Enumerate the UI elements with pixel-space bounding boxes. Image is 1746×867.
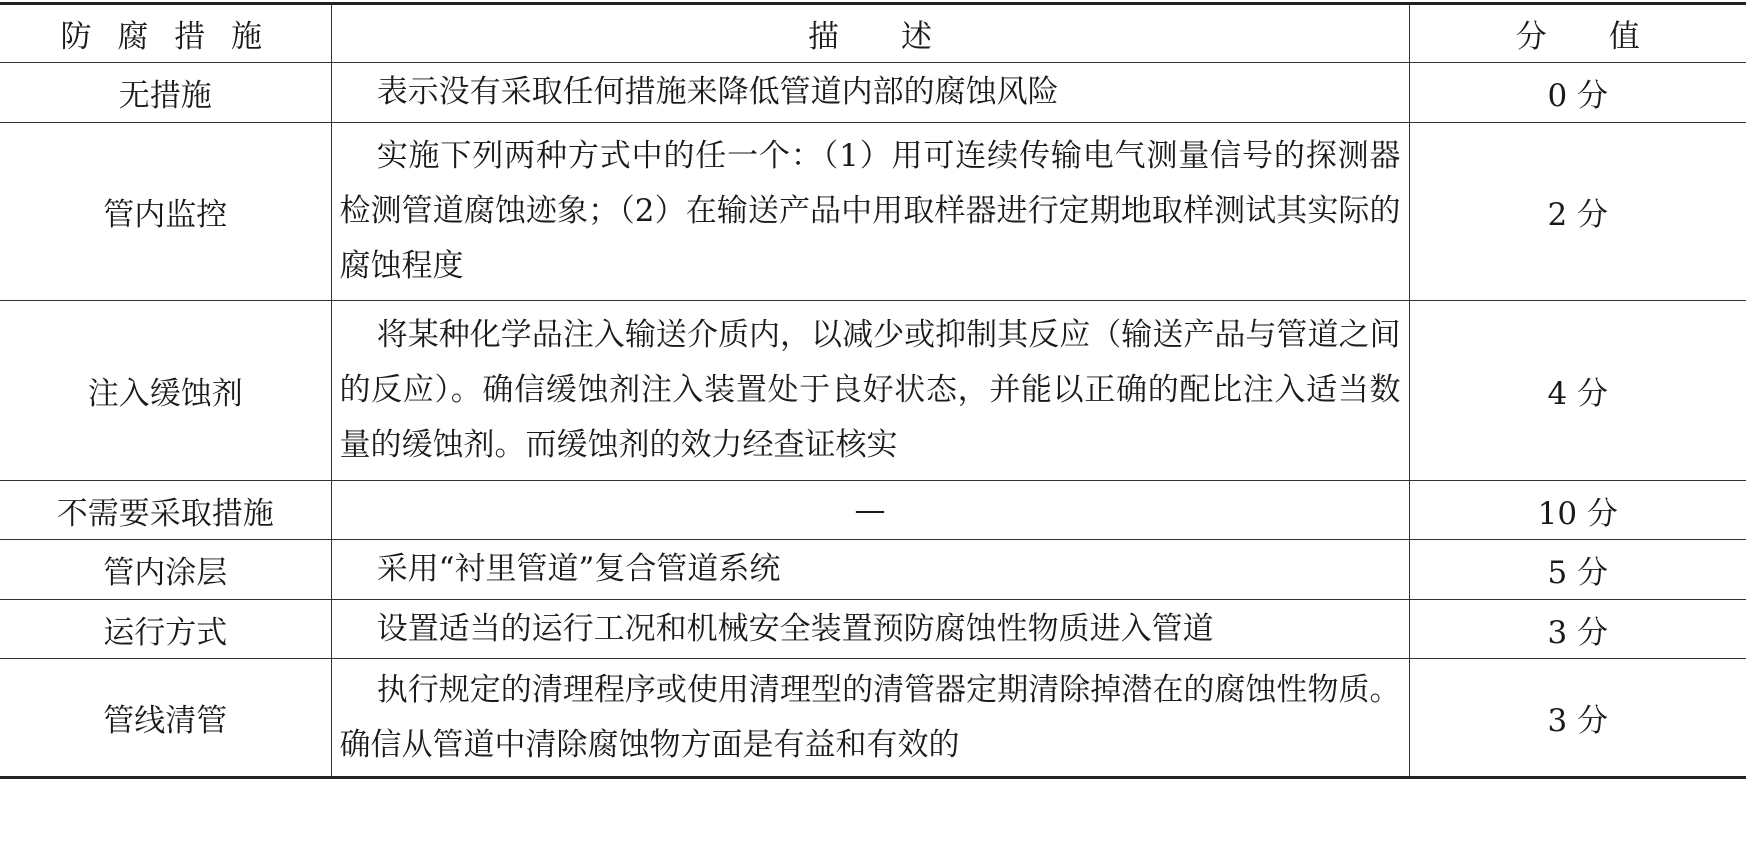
measure-cell: 管线清管 (0, 659, 331, 778)
score-cell: 0 分 (1409, 63, 1746, 123)
description-cell: — (331, 481, 1409, 540)
score-cell: 5 分 (1409, 540, 1746, 600)
measure-cell: 注入缓蚀剂 (0, 301, 331, 481)
table-row (0, 123, 1746, 301)
description-cell: 执行规定的清理程序或使用清理型的清管器定期清除掉潜在的腐蚀性物质。确信从管道中清除腐蚀物方面是有益和有效的 (331, 659, 1409, 778)
measure-cell: 运行方式 (0, 600, 331, 659)
score-cell: 2 分 (1409, 123, 1746, 301)
header-description: 描 述 (331, 4, 1409, 63)
score-cell: 3 分 (1409, 600, 1746, 659)
header-row (0, 4, 1746, 63)
description-cell: 采用“衬里管道”复合管道系统 (331, 540, 1409, 600)
description-cell: 实施下列两种方式中的任一个：（1）用可连续传输电气测量信号的探测器检测管道腐蚀迹象；（2）在输送产品中用取样器进行定期地取样测试其实际的腐蚀程度 (331, 123, 1409, 301)
table-row (0, 540, 1746, 600)
header-score: 分 值 (1409, 4, 1746, 63)
anticorrosion-measures-table (0, 2, 1746, 779)
score-cell: 4 分 (1409, 301, 1746, 481)
table-row (0, 301, 1746, 481)
score-cell: 3 分 (1409, 659, 1746, 778)
score-cell: 10 分 (1409, 481, 1746, 540)
description-cell: 将某种化学品注入输送介质内，以减少或抑制其反应（输送产品与管道之间的反应）。确信缓蚀剂注入装置处于良好状态，并能以正确的配比注入适当数量的缓蚀剂。而缓蚀剂的效力经查证核实 (331, 301, 1409, 481)
measure-cell: 不需要采取措施 (0, 481, 331, 540)
table-body (0, 63, 1746, 778)
description-cell: 设置适当的运行工况和机械安全装置预防腐蚀性物质进入管道 (331, 600, 1409, 659)
table-row (0, 600, 1746, 659)
header-measure: 防 腐 措 施 (0, 4, 331, 63)
table-row (0, 659, 1746, 778)
measure-cell: 管内涂层 (0, 540, 331, 600)
measure-cell: 管内监控 (0, 123, 331, 301)
table-row (0, 63, 1746, 123)
table-header (0, 4, 1746, 63)
description-cell: 表示没有采取任何措施来降低管道内部的腐蚀风险 (331, 63, 1409, 123)
measure-cell: 无措施 (0, 63, 331, 123)
table-row (0, 481, 1746, 540)
